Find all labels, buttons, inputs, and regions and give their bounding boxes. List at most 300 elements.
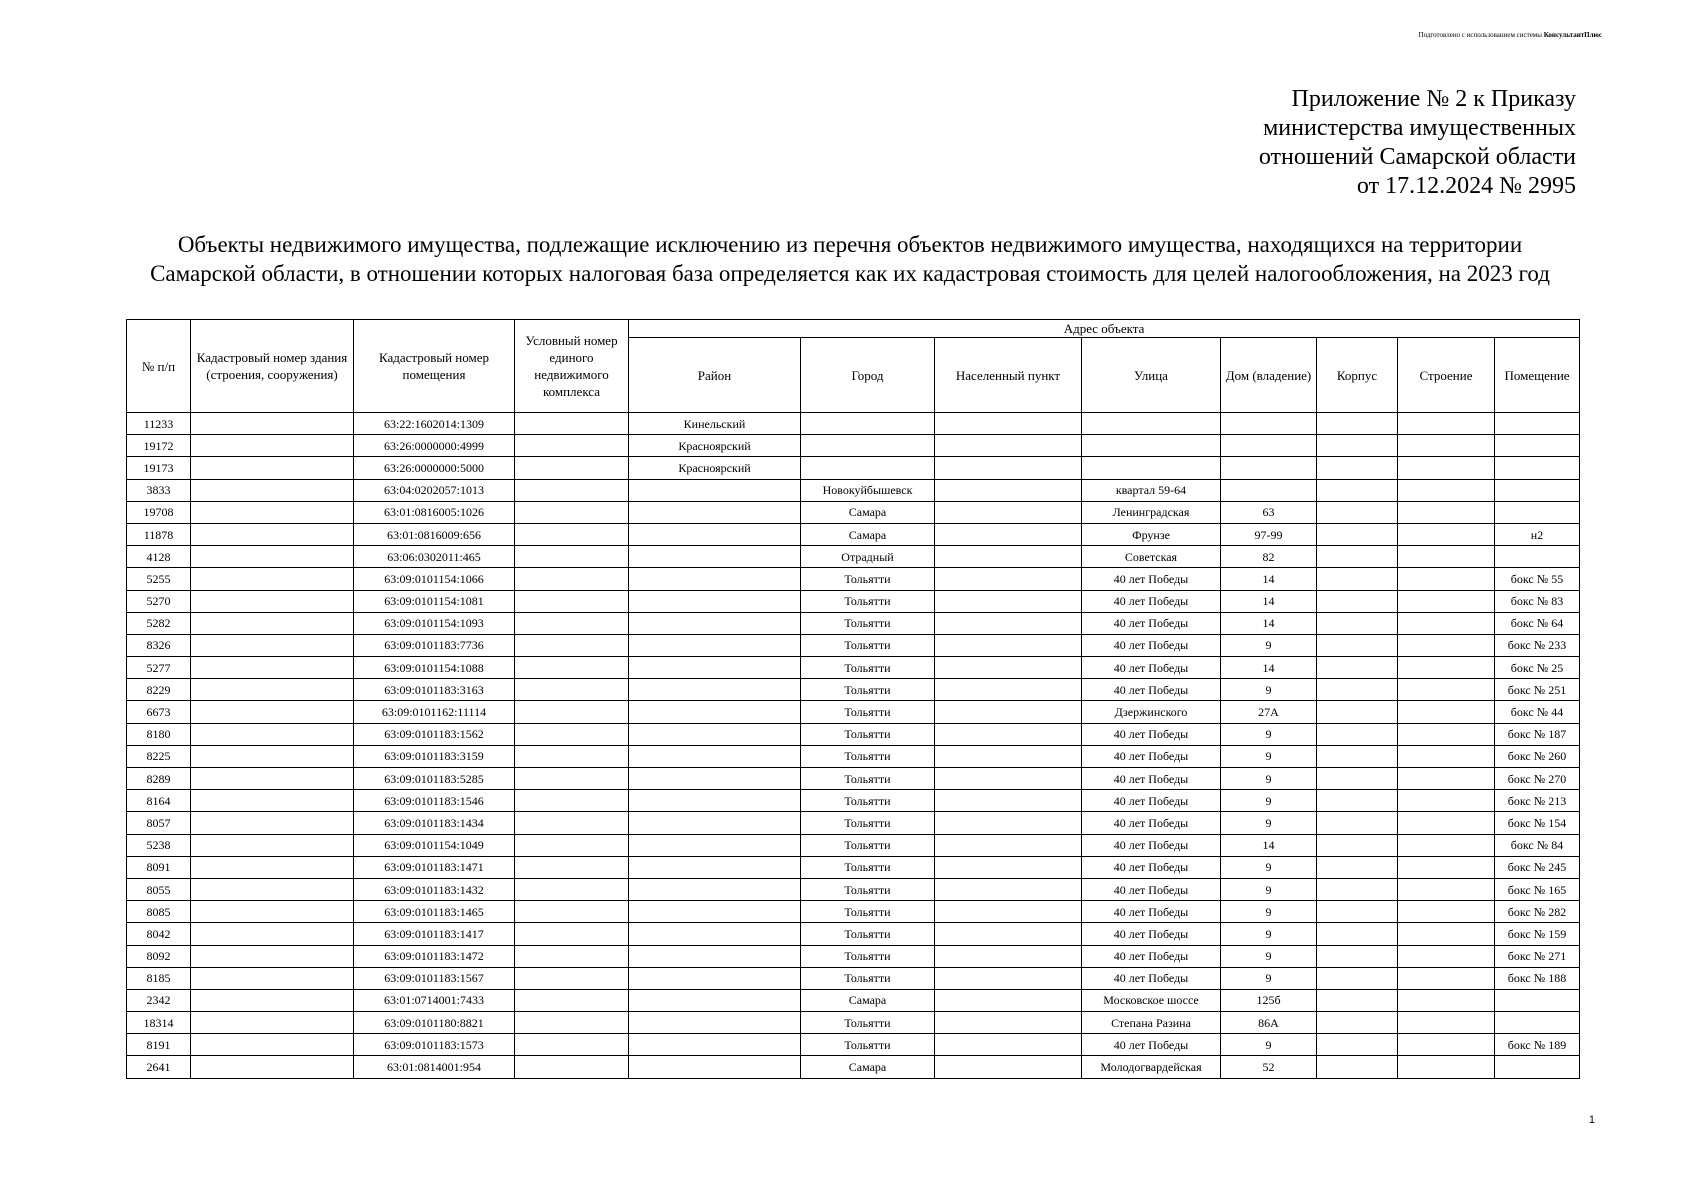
cell-street: Фрунзе [1082,523,1221,545]
cell-city: Самара [801,523,935,545]
cell-stroenie [1398,501,1495,523]
cell-street: Степана Разина [1082,1012,1221,1034]
cell-complex-number [515,657,629,679]
cell-street: 40 лет Победы [1082,612,1221,634]
cell-city: Тольятти [801,745,935,767]
cell-building-cadastral [191,834,354,856]
cell-street: 40 лет Победы [1082,856,1221,878]
appendix-line: от 17.12.2024 № 2995 [1356,173,1576,199]
cell-korpus [1317,834,1398,856]
cell-room-cadastral: 63:09:0101183:5285 [354,768,515,790]
cell-room-cadastral: 63:04:0202057:1013 [354,479,515,501]
cell-room-cadastral: 63:09:0101183:1567 [354,967,515,989]
cell-building-cadastral [191,768,354,790]
cell-district [629,745,801,767]
cell-district [629,967,801,989]
cell-street: 40 лет Победы [1082,1034,1221,1056]
cell-korpus [1317,457,1398,479]
cell-pomeshenie [1495,479,1580,501]
cell-stroenie [1398,945,1495,967]
cell-settlement [935,457,1082,479]
cell-korpus [1317,790,1398,812]
cell-complex-number [515,834,629,856]
cell-district [629,923,801,945]
cell-stroenie [1398,1012,1495,1034]
cell-house: 14 [1221,834,1317,856]
cell-settlement [935,1056,1082,1078]
cell-complex-number [515,413,629,435]
cell-complex-number [515,1012,629,1034]
cell-complex-number [515,856,629,878]
cell-room-cadastral: 63:01:0816005:1026 [354,501,515,523]
cell-building-cadastral [191,745,354,767]
cell-num: 8092 [127,945,191,967]
cell-street: 40 лет Победы [1082,812,1221,834]
cell-complex-number [515,457,629,479]
cell-street [1082,435,1221,457]
cell-settlement [935,745,1082,767]
cell-pomeshenie: бокс № 271 [1495,945,1580,967]
cell-district [629,878,801,900]
cell-district [629,523,801,545]
cell-house: 14 [1221,590,1317,612]
cell-settlement [935,945,1082,967]
cell-pomeshenie [1495,1012,1580,1034]
cell-house [1221,413,1317,435]
cell-stroenie [1398,435,1495,457]
header-complex-number: Условный номер единого недвижимого комплекса [515,320,629,413]
table-row [127,1056,1580,1078]
cell-num: 8229 [127,679,191,701]
table-row [127,701,1580,723]
cell-num: 8289 [127,768,191,790]
cell-pomeshenie [1495,989,1580,1011]
cell-house: 14 [1221,612,1317,634]
cell-stroenie [1398,901,1495,923]
table-row [127,523,1580,545]
cell-settlement [935,634,1082,656]
cell-korpus [1317,413,1398,435]
cell-num: 5270 [127,590,191,612]
consultant-prefix: Подготовлено с использованием системы [1418,31,1542,39]
cell-stroenie [1398,546,1495,568]
cell-num: 5255 [127,568,191,590]
cell-city [801,457,935,479]
cell-stroenie [1398,568,1495,590]
cell-pomeshenie: бокс № 245 [1495,856,1580,878]
cell-stroenie [1398,657,1495,679]
cell-street: Московское шоссе [1082,989,1221,1011]
cell-room-cadastral: 63:09:0101183:1465 [354,901,515,923]
table-row [127,901,1580,923]
cell-num: 19708 [127,501,191,523]
cell-street: Ленинградская [1082,501,1221,523]
cell-house: 97-99 [1221,523,1317,545]
cell-complex-number [515,546,629,568]
cell-complex-number [515,945,629,967]
cell-district [629,768,801,790]
cell-complex-number [515,479,629,501]
cell-num: 4128 [127,546,191,568]
consultant-brand: КонсультантПлюс [1543,31,1602,39]
cell-district [629,590,801,612]
table-row [127,723,1580,745]
table-row [127,812,1580,834]
cell-num: 19173 [127,457,191,479]
cell-complex-number [515,612,629,634]
cell-stroenie [1398,701,1495,723]
cell-building-cadastral [191,945,354,967]
header-address: Адрес объекта [629,320,1580,338]
cell-room-cadastral: 63:09:0101162:11114 [354,701,515,723]
cell-room-cadastral: 63:09:0101183:1434 [354,812,515,834]
cell-stroenie [1398,479,1495,501]
cell-num: 18314 [127,1012,191,1034]
cell-num: 5282 [127,612,191,634]
cell-pomeshenie [1495,435,1580,457]
cell-city: Тольятти [801,790,935,812]
cell-pomeshenie: бокс № 187 [1495,723,1580,745]
cell-settlement [935,901,1082,923]
cell-pomeshenie: бокс № 233 [1495,634,1580,656]
cell-building-cadastral [191,923,354,945]
cell-pomeshenie: бокс № 189 [1495,1034,1580,1056]
cell-street: 40 лет Победы [1082,923,1221,945]
cell-korpus [1317,479,1398,501]
header-korpus: Корпус [1317,338,1398,413]
cell-korpus [1317,546,1398,568]
cell-stroenie [1398,679,1495,701]
cell-city: Тольятти [801,634,935,656]
cell-korpus [1317,501,1398,523]
cell-street: 40 лет Победы [1082,657,1221,679]
cell-building-cadastral [191,878,354,900]
cell-korpus [1317,634,1398,656]
table-body [127,413,1580,1079]
cell-building-cadastral [191,501,354,523]
cell-building-cadastral [191,479,354,501]
header-house: Дом (владение) [1221,338,1317,413]
cell-complex-number [515,501,629,523]
cell-house [1221,435,1317,457]
cell-room-cadastral: 63:09:0101154:1088 [354,657,515,679]
cell-pomeshenie: бокс № 25 [1495,657,1580,679]
table-row [127,457,1580,479]
cell-district [629,568,801,590]
header-room-cadastral: Кадастровый номер помещения [354,320,515,413]
table-row [127,679,1580,701]
header-building-cadastral: Кадастровый номер здания (строения, сооружения) [191,320,354,413]
cell-settlement [935,413,1082,435]
cell-korpus [1317,612,1398,634]
table-row [127,413,1580,435]
cell-house: 9 [1221,679,1317,701]
cell-complex-number [515,701,629,723]
cell-settlement [935,701,1082,723]
cell-room-cadastral: 63:09:0101154:1066 [354,568,515,590]
cell-num: 8057 [127,812,191,834]
cell-city: Тольятти [801,657,935,679]
cell-building-cadastral [191,679,354,701]
cell-room-cadastral: 63:26:0000000:4999 [354,435,515,457]
document-title: Объекты недвижимого имущества, подлежащие исключению из перечня объектов недвижимого имущества, находящихся на территории Самарской области, в отношении которых налоговая база определяется как их кадастровая стоимость для целей налогообложения, на 2023 год [150,232,1550,286]
cell-korpus [1317,568,1398,590]
cell-korpus [1317,523,1398,545]
table-row [127,1034,1580,1056]
cell-room-cadastral: 63:22:1602014:1309 [354,413,515,435]
cell-building-cadastral [191,812,354,834]
cell-pomeshenie [1495,413,1580,435]
cell-settlement [935,590,1082,612]
cell-room-cadastral: 63:09:0101183:1562 [354,723,515,745]
cell-pomeshenie [1495,1056,1580,1078]
cell-district [629,1056,801,1078]
cell-num: 5238 [127,834,191,856]
header-street: Улица [1082,338,1221,413]
cell-house: 9 [1221,878,1317,900]
cell-korpus [1317,989,1398,1011]
cell-building-cadastral [191,1034,354,1056]
cell-city: Тольятти [801,1012,935,1034]
cell-pomeshenie: бокс № 213 [1495,790,1580,812]
cell-korpus [1317,768,1398,790]
cell-district [629,989,801,1011]
cell-complex-number [515,901,629,923]
cell-building-cadastral [191,723,354,745]
cell-house: 9 [1221,812,1317,834]
cell-korpus [1317,923,1398,945]
consultant-note [1419,31,1602,39]
table-row [127,923,1580,945]
cell-num: 8091 [127,856,191,878]
table-row [127,657,1580,679]
cell-district: Кинельский [629,413,801,435]
cell-city: Тольятти [801,967,935,989]
table-row [127,834,1580,856]
cell-pomeshenie [1495,546,1580,568]
cell-stroenie [1398,457,1495,479]
cell-num: 8085 [127,901,191,923]
cell-pomeshenie: бокс № 270 [1495,768,1580,790]
cell-city: Тольятти [801,923,935,945]
cell-building-cadastral [191,856,354,878]
cell-stroenie [1398,923,1495,945]
cell-house: 14 [1221,657,1317,679]
cell-korpus [1317,945,1398,967]
cell-street [1082,413,1221,435]
cell-stroenie [1398,634,1495,656]
cell-room-cadastral: 63:09:0101183:7736 [354,634,515,656]
cell-house: 9 [1221,923,1317,945]
cell-district [629,612,801,634]
cell-pomeshenie: бокс № 154 [1495,812,1580,834]
cell-num: 19172 [127,435,191,457]
cell-pomeshenie: бокс № 251 [1495,679,1580,701]
cell-city: Тольятти [801,701,935,723]
cell-city: Тольятти [801,834,935,856]
cell-building-cadastral [191,790,354,812]
cell-building-cadastral [191,657,354,679]
cell-stroenie [1398,413,1495,435]
cell-pomeshenie: бокс № 282 [1495,901,1580,923]
cell-city: Отрадный [801,546,935,568]
cell-district [629,723,801,745]
cell-building-cadastral [191,989,354,1011]
cell-num: 8042 [127,923,191,945]
cell-settlement [935,523,1082,545]
cell-city: Тольятти [801,945,935,967]
appendix-block [1259,85,1576,201]
cell-house: 9 [1221,901,1317,923]
cell-house: 125б [1221,989,1317,1011]
cell-house: 9 [1221,1034,1317,1056]
table-row [127,612,1580,634]
table-row [127,590,1580,612]
cell-complex-number [515,590,629,612]
cell-street: 40 лет Победы [1082,790,1221,812]
cell-room-cadastral: 63:09:0101183:1471 [354,856,515,878]
cell-building-cadastral [191,590,354,612]
cell-city: Самара [801,989,935,1011]
cell-pomeshenie: бокс № 64 [1495,612,1580,634]
cell-settlement [935,479,1082,501]
cell-building-cadastral [191,634,354,656]
cell-pomeshenie: бокс № 44 [1495,701,1580,723]
cell-settlement [935,1034,1082,1056]
cell-complex-number [515,878,629,900]
appendix-line: Приложение № 2 к Приказу [1291,86,1576,112]
cell-stroenie [1398,523,1495,545]
cell-district: Красноярский [629,457,801,479]
cell-street: 40 лет Победы [1082,745,1221,767]
cell-room-cadastral: 63:01:0814001:954 [354,1056,515,1078]
table-row [127,568,1580,590]
cell-district [629,657,801,679]
cell-pomeshenie: бокс № 165 [1495,878,1580,900]
header-stroenie: Строение [1398,338,1495,413]
cell-street: квартал 59-64 [1082,479,1221,501]
cell-stroenie [1398,745,1495,767]
cell-settlement [935,790,1082,812]
cell-street: Дзержинского [1082,701,1221,723]
cell-complex-number [515,812,629,834]
cell-korpus [1317,745,1398,767]
cell-building-cadastral [191,546,354,568]
cell-stroenie [1398,967,1495,989]
cell-complex-number [515,523,629,545]
cell-room-cadastral: 63:09:0101183:1472 [354,945,515,967]
cell-street: 40 лет Победы [1082,723,1221,745]
cell-house: 82 [1221,546,1317,568]
cell-house: 52 [1221,1056,1317,1078]
cell-settlement [935,568,1082,590]
cell-house: 14 [1221,568,1317,590]
cell-district [629,701,801,723]
cell-pomeshenie: бокс № 55 [1495,568,1580,590]
cell-complex-number [515,679,629,701]
cell-complex-number [515,1056,629,1078]
cell-house: 9 [1221,790,1317,812]
cell-stroenie [1398,834,1495,856]
cell-street: 40 лет Победы [1082,590,1221,612]
cell-district [629,1034,801,1056]
cell-city: Самара [801,1056,935,1078]
cell-city: Тольятти [801,856,935,878]
cell-city: Самара [801,501,935,523]
cell-district [629,479,801,501]
cell-num: 2342 [127,989,191,1011]
cell-building-cadastral [191,901,354,923]
cell-city: Тольятти [801,878,935,900]
cell-house: 9 [1221,723,1317,745]
cell-pomeshenie: бокс № 188 [1495,967,1580,989]
table-row [127,546,1580,568]
cell-district [629,812,801,834]
cell-building-cadastral [191,701,354,723]
cell-korpus [1317,967,1398,989]
cell-room-cadastral: 63:01:0714001:7433 [354,989,515,1011]
cell-house: 9 [1221,745,1317,767]
cell-city: Тольятти [801,1034,935,1056]
cell-street: 40 лет Победы [1082,967,1221,989]
cell-stroenie [1398,878,1495,900]
table-row [127,878,1580,900]
cell-korpus [1317,657,1398,679]
cell-complex-number [515,435,629,457]
cell-korpus [1317,590,1398,612]
cell-num: 2641 [127,1056,191,1078]
cell-district [629,945,801,967]
page-number: 1 [1588,1114,1595,1126]
cell-settlement [935,546,1082,568]
cell-room-cadastral: 63:09:0101154:1081 [354,590,515,612]
cell-house [1221,479,1317,501]
cell-settlement [935,967,1082,989]
cell-street: Советская [1082,546,1221,568]
cell-stroenie [1398,1056,1495,1078]
cell-room-cadastral: 63:26:0000000:5000 [354,457,515,479]
cell-stroenie [1398,856,1495,878]
cell-num: 11878 [127,523,191,545]
cell-complex-number [515,989,629,1011]
cell-settlement [935,501,1082,523]
cell-street: 40 лет Победы [1082,634,1221,656]
table-row [127,967,1580,989]
table-row [127,634,1580,656]
cell-korpus [1317,878,1398,900]
table-row [127,945,1580,967]
cell-city: Тольятти [801,568,935,590]
table-row [127,745,1580,767]
cell-city: Тольятти [801,679,935,701]
cell-district [629,790,801,812]
cell-building-cadastral [191,523,354,545]
cell-korpus [1317,723,1398,745]
cell-complex-number [515,634,629,656]
cell-stroenie [1398,790,1495,812]
table-row [127,435,1580,457]
cell-pomeshenie: бокс № 83 [1495,590,1580,612]
cell-room-cadastral: 63:09:0101183:3163 [354,679,515,701]
cell-pomeshenie [1495,457,1580,479]
cell-house: 27А [1221,701,1317,723]
header-settlement: Населенный пункт [935,338,1082,413]
appendix-line: отношений Самарской области [1258,144,1576,170]
cell-district [629,501,801,523]
cell-pomeshenie: бокс № 260 [1495,745,1580,767]
cell-korpus [1317,679,1398,701]
cell-num: 8191 [127,1034,191,1056]
